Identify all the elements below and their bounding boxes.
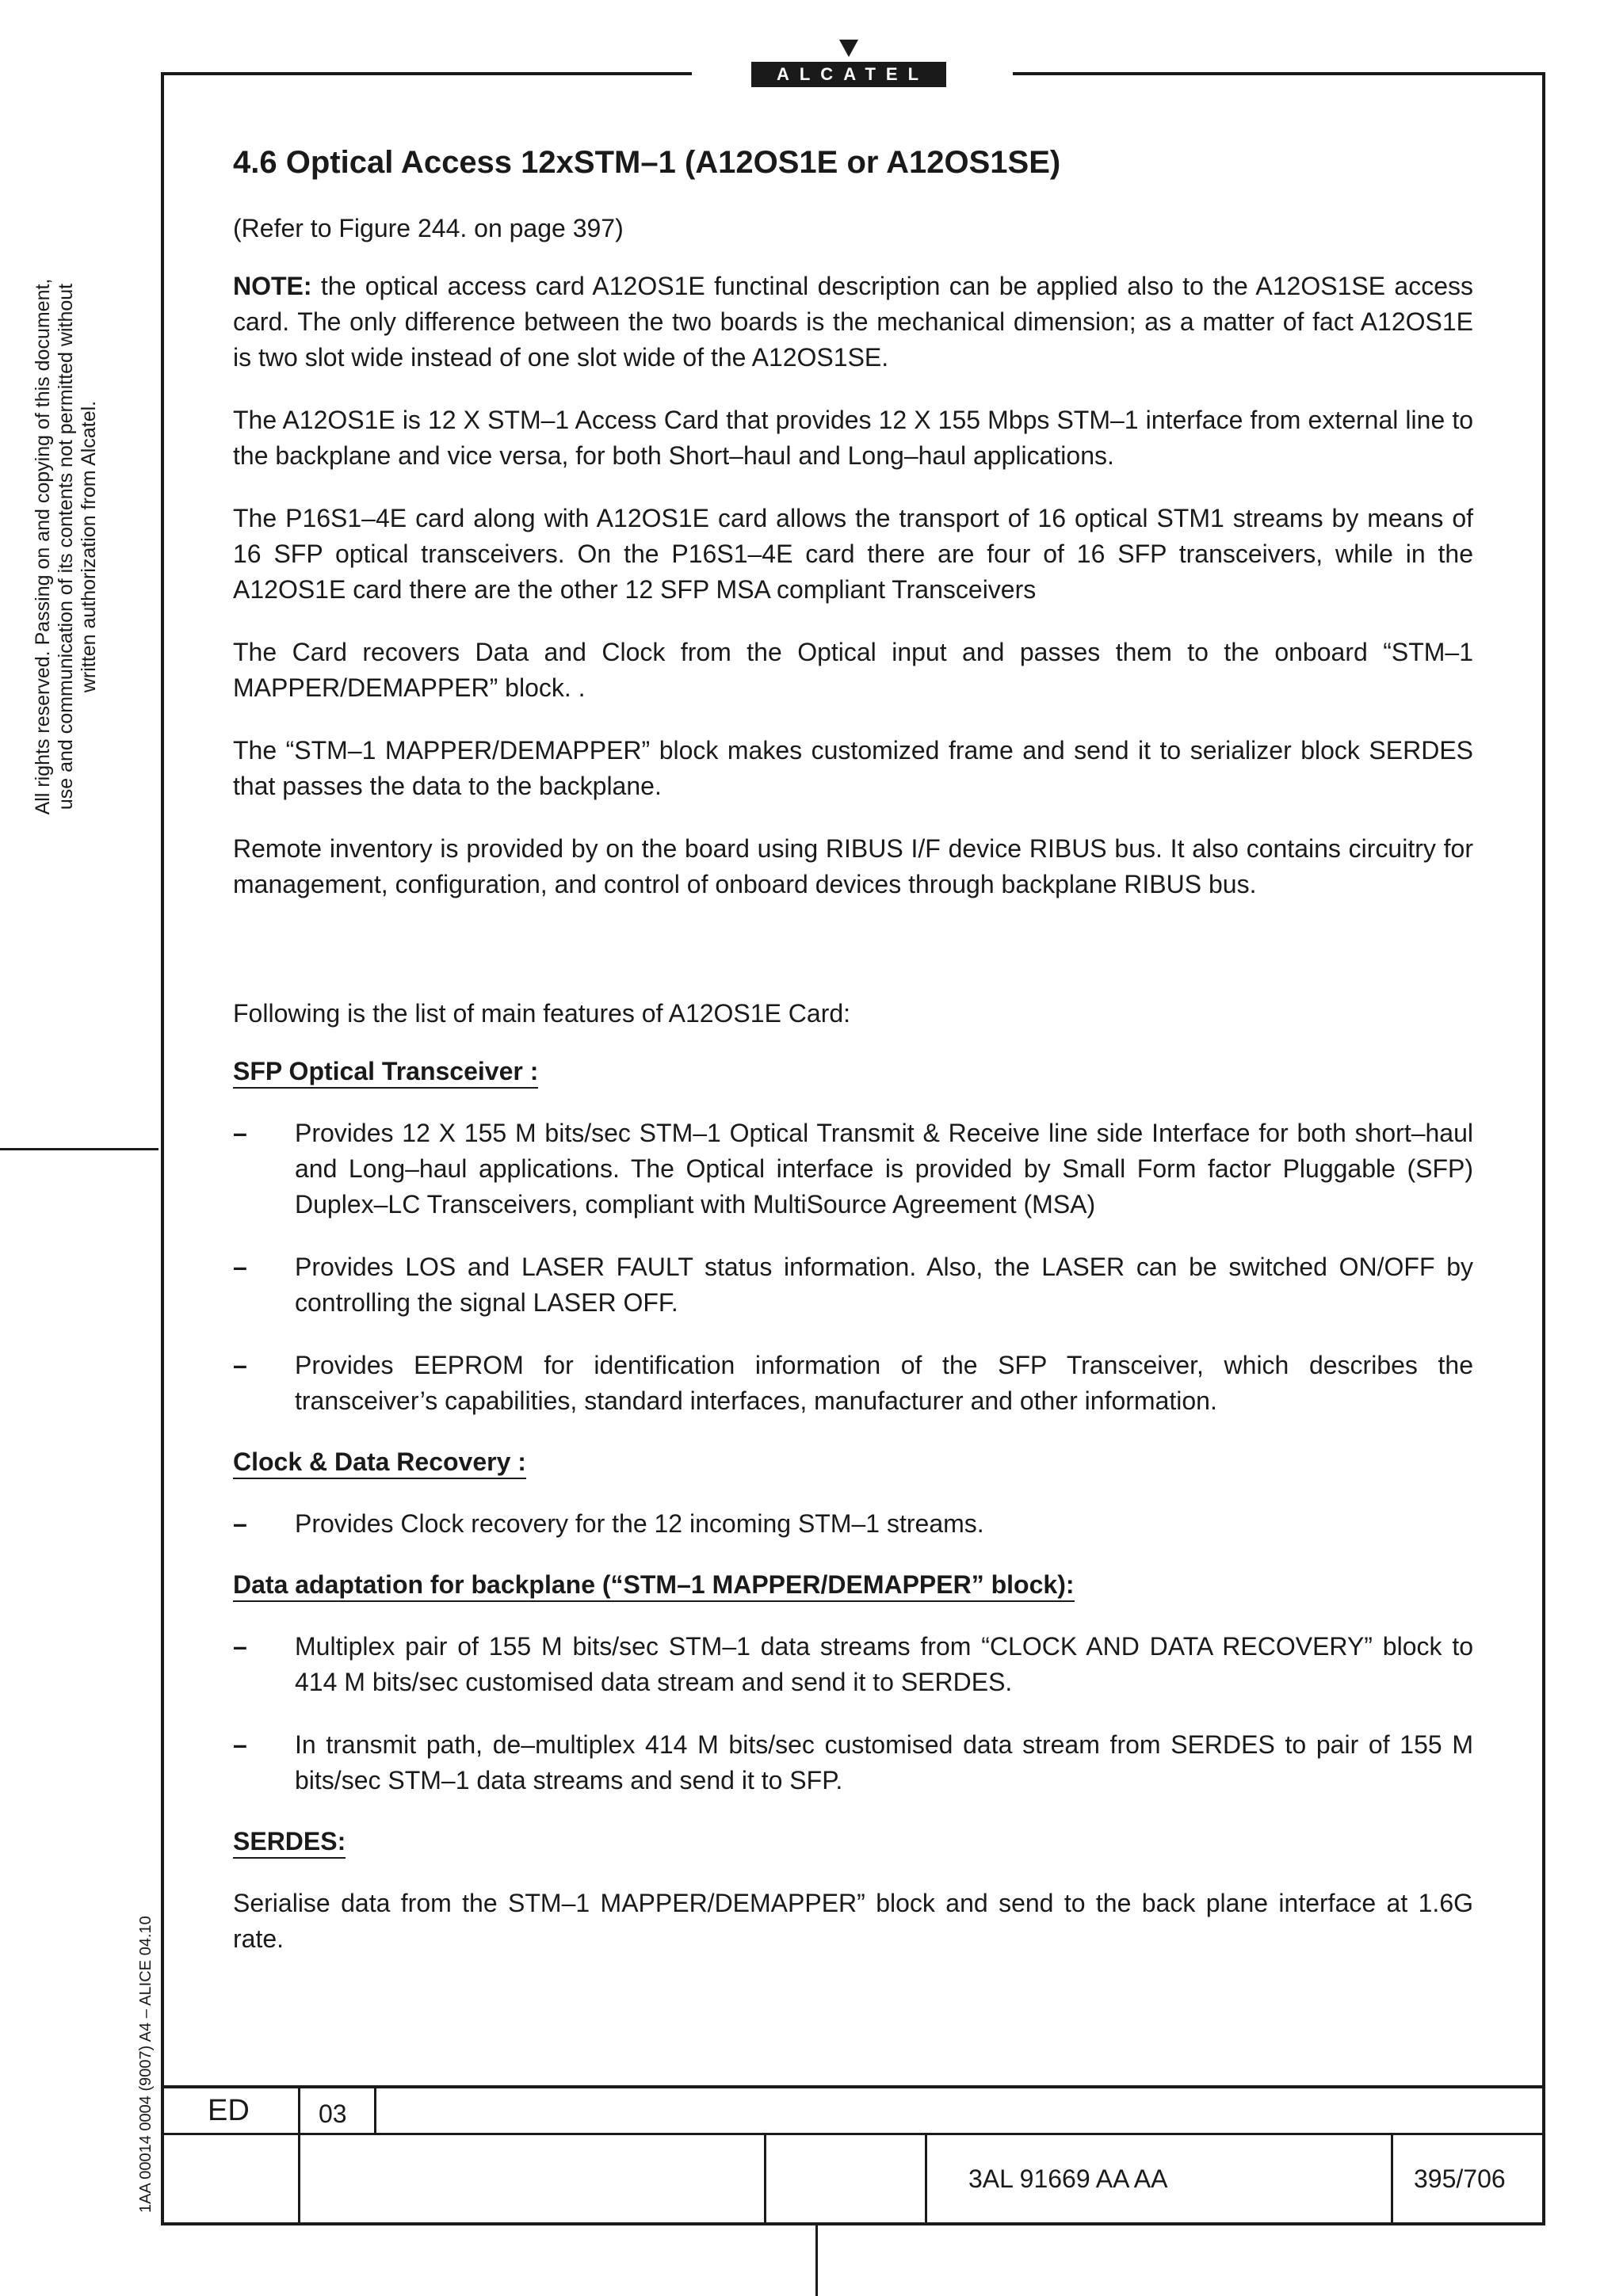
form-code: 1AA 00014 0004 (9007) A4 – ALICE 04.10	[137, 1916, 155, 2213]
bullet-dash: –	[233, 1509, 247, 1538]
features-intro: Following is the list of main features of A12OS1E Card:	[233, 999, 851, 1028]
alcatel-logo	[751, 40, 946, 87]
list-item	[233, 1348, 1473, 1419]
frame-top-left	[161, 72, 692, 75]
logo-triangle-icon	[839, 40, 858, 57]
heading-serdes: SERDES:	[233, 1825, 346, 1859]
bullet-dash: –	[233, 1119, 247, 1147]
heading-sfp-optical-transceiver: SFP Optical Transceiver :	[233, 1055, 538, 1089]
body-paragraph: The P16S1–4E card along with A12OS1E card allows the transport of 16 optical STM1 streams by means of 16 SFP optical transceivers. On the P16S1–4E card there are four of 16 SFP transceivers, while in the A12OS1E card there are the other 12 SFP MSA compliant Transceivers	[233, 504, 1473, 604]
frame-right	[1542, 72, 1545, 2225]
logo-wordmark: ALCATEL	[751, 62, 946, 87]
bottom-tick	[815, 2225, 818, 2296]
list-item	[233, 1249, 1473, 1321]
margin-tick	[0, 1148, 158, 1150]
edition-value: 03	[319, 2100, 347, 2128]
list-item	[233, 1116, 1473, 1222]
list-item-text: Provides LOS and LASER FAULT status information. Also, the LASER can be switched ON/OFF by controlling the signal LASER OFF.	[295, 1253, 1473, 1317]
bullet-dash: –	[233, 1730, 247, 1759]
serdes-paragraph: Serialise data from the STM–1 MAPPER/DEMAPPER” block and send to the back plane interface at 1.6G rate.	[233, 1889, 1473, 1953]
note-text: the optical access card A12OS1E functinal description can be applied also to the A12OS1SE access card. The only difference between the two boards is the mechanical dimension; as a matter of fact A12OS1E is two slot wide instead of one slot wide of the A12OS1SE.	[233, 272, 1473, 372]
frame-left	[161, 72, 164, 2225]
copyright-notice: All rights reserved. Passing on and copying of this document, use and communication of its contents not permitted without written authorization from Alcatel.	[32, 278, 100, 815]
footer-col-divider	[764, 2133, 766, 2224]
edition-label: ED	[208, 2094, 250, 2127]
page-number: 395/706	[1414, 2164, 1506, 2193]
list-item	[233, 1629, 1473, 1700]
footer-col-divider	[298, 2085, 300, 2224]
body-paragraph: The A12OS1E is 12 X STM–1 Access Card that provides 12 X 155 Mbps STM–1 interface from external line to the backplane and vice versa, for both Short–haul and Long–haul applications.	[233, 406, 1473, 470]
bullet-dash: –	[233, 1253, 247, 1281]
footer-col-divider	[925, 2133, 927, 2224]
heading-clock-data-recovery: Clock & Data Recovery :	[233, 1446, 526, 1479]
frame-top-right	[1013, 72, 1545, 75]
list-item-text: Provides EEPROM for identification information of the SFP Transceiver, which describes the transceiver’s capabilities, standard interfaces, manufacturer and other information.	[295, 1351, 1473, 1415]
footer-col-divider	[374, 2085, 376, 2134]
footer-col-divider	[1391, 2133, 1393, 2224]
footer-top-rule	[161, 2085, 1545, 2088]
body-paragraph: Remote inventory is provided by on the board using RIBUS I/F device RIBUS bus. It also contains circuitry for management, configuration, and control of onboard devices through backplane RIBUS bus.	[233, 834, 1473, 898]
list-item	[233, 1727, 1473, 1798]
list-item-text: Provides 12 X 155 M bits/sec STM–1 Optical Transmit & Receive line side Interface for both short–haul and Long–haul applications. The Optical interface is provided by Small Form factor Pluggable (SFP) Duplex–LC Transceivers, compliant with MultiSource Agreement (MSA)	[295, 1119, 1473, 1219]
figure-reference: (Refer to Figure 244. on page 397)	[233, 214, 624, 242]
bullet-dash: –	[233, 1632, 247, 1661]
document-code: 3AL 91669 AA AA	[968, 2164, 1168, 2193]
body-paragraph: The Card recovers Data and Clock from the Optical input and passes them to the onboard “STM–1 MAPPER/DEMAPPER” block. .	[233, 638, 1473, 702]
footer-middle-rule	[161, 2133, 1545, 2135]
body-paragraph: The “STM–1 MAPPER/DEMAPPER” block makes customized frame and send it to serializer block SERDES that passes the data to the backplane.	[233, 736, 1473, 800]
note-paragraph	[233, 269, 1473, 376]
bullet-dash: –	[233, 1351, 247, 1379]
list-item-text: In transmit path, de–multiplex 414 M bits/sec customised data stream from SERDES to pair of 155 M bits/sec STM–1 data streams and send it to SFP.	[295, 1730, 1473, 1794]
list-item	[233, 1506, 1473, 1542]
frame-bottom	[161, 2222, 1545, 2225]
list-item-text: Multiplex pair of 155 M bits/sec STM–1 data streams from “CLOCK AND DATA RECOVERY” block to 414 M bits/sec customised data stream and send it to SERDES.	[295, 1632, 1473, 1696]
list-item-text: Provides Clock recovery for the 12 incoming STM–1 streams.	[295, 1509, 984, 1538]
heading-data-adaptation: Data adaptation for backplane (“STM–1 MAPPER/DEMAPPER” block):	[233, 1569, 1075, 1602]
section-title: 4.6 Optical Access 12xSTM–1 (A12OS1E or A12OS1SE)	[233, 145, 1061, 180]
page-content	[233, 143, 1473, 1984]
note-label: NOTE:	[233, 272, 312, 300]
